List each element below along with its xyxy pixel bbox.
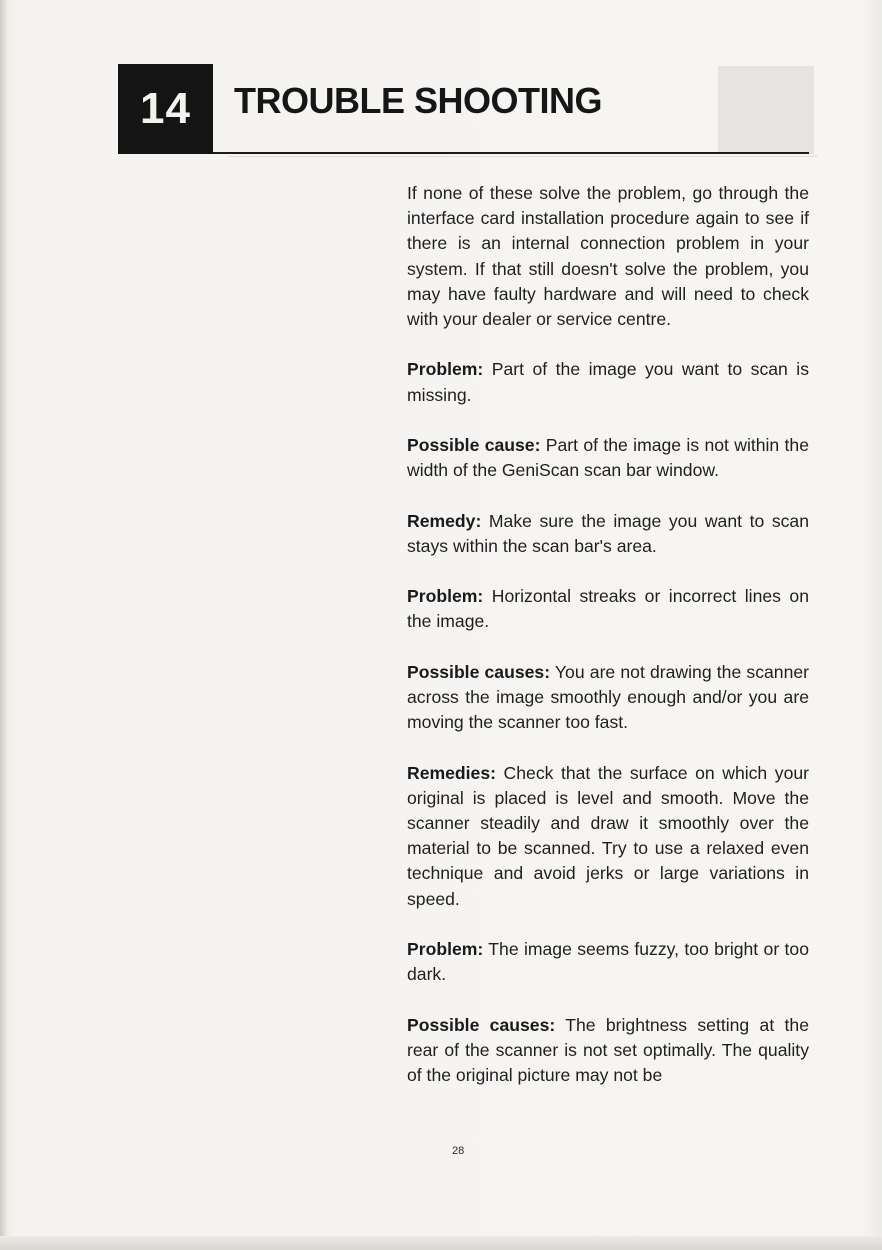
problem-2-text: Horizontal streaks or incorrect lines on the image. <box>407 586 810 632</box>
page-number: 28 <box>452 1145 465 1157</box>
possible-causes-3-text: The brightness setting at the rear of the scanner is not set optimally. The quality of the original picture may not be <box>407 1014 809 1085</box>
possible-causes-2-label: Possible causes: <box>407 661 551 682</box>
bleed-through-rule <box>228 156 818 157</box>
remedies-2-label: Remedies: <box>407 762 496 783</box>
possible-causes-3 <box>407 1013 809 1089</box>
problem-2-label: Problem: <box>407 586 484 607</box>
problem-3 <box>407 937 809 987</box>
possible-cause-1 <box>407 433 809 483</box>
problem-3-label: Problem: <box>407 938 484 959</box>
title-underline <box>213 152 809 154</box>
remedy-1-label: Remedy: <box>407 510 482 531</box>
possible-causes-3-label: Possible causes: <box>407 1014 556 1035</box>
problem-1-text: Part of the image you want to scan is missing. <box>407 359 809 405</box>
chapter-title: TROUBLE SHOOTING <box>234 80 602 121</box>
remedy-1-text: Make sure the image you want to scan stays within the scan bar's area. <box>407 510 809 556</box>
problem-1 <box>407 357 809 407</box>
possible-cause-1-label: Possible cause: <box>407 435 541 455</box>
page-left-edge <box>0 0 7 1250</box>
possible-causes-2 <box>407 660 809 736</box>
body-text <box>407 181 809 1113</box>
possible-causes-2-text: You are not drawing the scanner across the image smoothly enough and/or you are moving the scanner too fast. <box>407 661 809 733</box>
page-bottom-edge <box>0 1236 882 1250</box>
remedies-2-text: Check that the surface on which your original is placed is level and smooth. Move the scanner steadily and draw it smoothly over the material to be scanned. Try to use a relaxed even technique and avoid jerks or large variations in speed. <box>407 762 809 909</box>
intro-paragraph: If none of these solve the problem, go through the interface card installation procedure again to see if there is an internal connection problem in your system. If that still doesn't solve the problem, you may have faulty hardware and will need to check with your dealer or service centre. <box>407 183 809 330</box>
problem-3-text: The image seems fuzzy, too bright or too dark. <box>407 938 809 985</box>
chapter-number: 14 <box>140 84 191 133</box>
remedies-2 <box>407 761 809 912</box>
bleed-through-header <box>718 66 814 154</box>
remedy-1 <box>407 509 809 559</box>
possible-cause-1-text: Part of the image is not within the width of the GeniScan scan bar window. <box>407 435 810 481</box>
chapter-number-box <box>118 64 213 154</box>
problem-1-label: Problem: <box>407 359 484 380</box>
problem-2 <box>407 584 809 634</box>
